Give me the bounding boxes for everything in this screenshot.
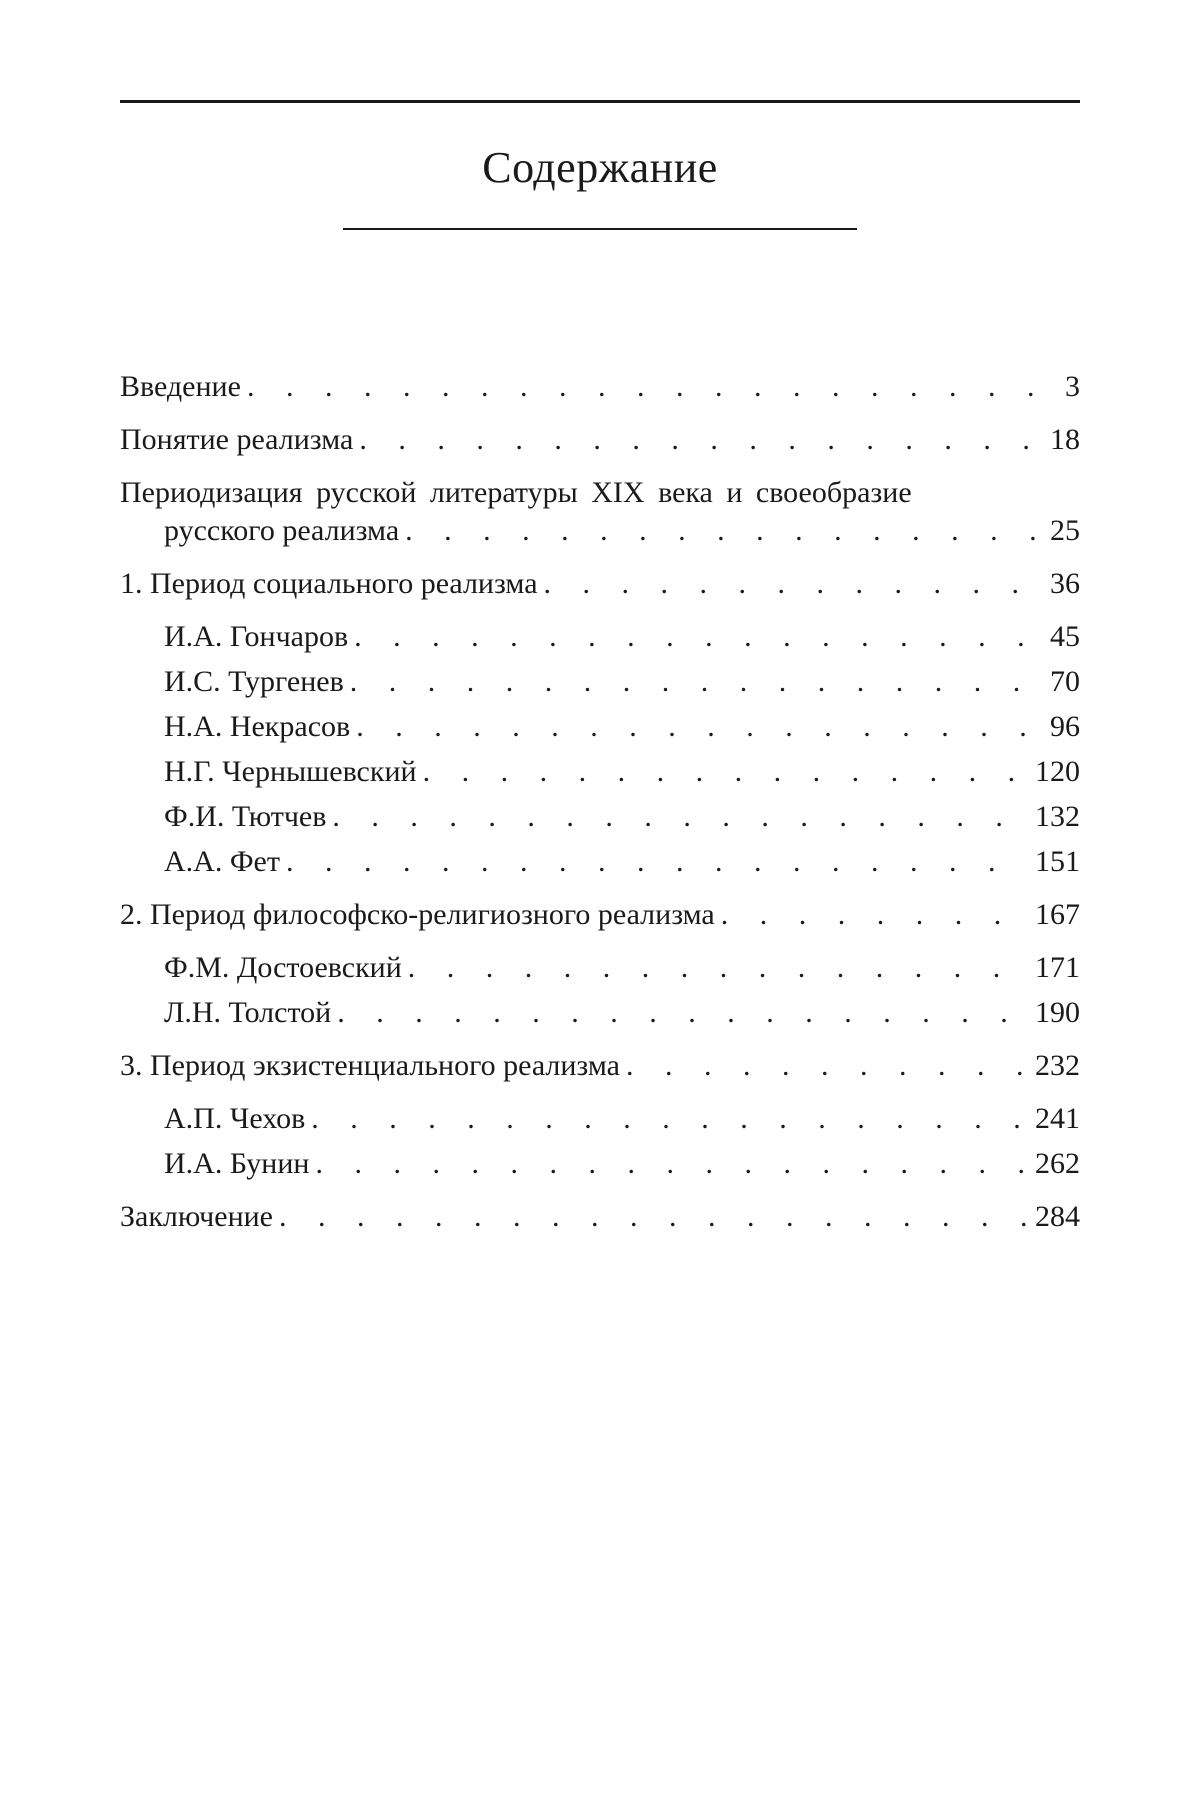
page-title: Содержание xyxy=(482,143,718,192)
toc-entry-label: А.П. Чехов xyxy=(120,1100,311,1138)
toc-entry-chekhov[interactable] xyxy=(120,1100,1080,1138)
top-rule xyxy=(120,100,1080,103)
toc-entry-page: 132 xyxy=(1035,800,1080,833)
toc-entry-page: 262 xyxy=(1035,1147,1080,1180)
toc-entry-chernyshevsky[interactable] xyxy=(120,753,1080,791)
toc-entry-label: Н.А. Некрасов xyxy=(120,708,356,746)
dot-leader xyxy=(626,1047,1029,1085)
toc-entry-label: Н.Г. Чернышевский xyxy=(120,753,423,791)
toc-entry-bunin[interactable] xyxy=(120,1145,1080,1183)
toc-entry-label: Понятие реализма xyxy=(120,421,359,459)
toc-entry-page: 18 xyxy=(1050,423,1080,456)
toc-entry-period3[interactable] xyxy=(120,1047,1080,1085)
table-of-contents xyxy=(120,368,1080,1251)
toc-entry-tolstoy[interactable] xyxy=(120,994,1080,1032)
toc-entry-label: 1. Период социального реализма xyxy=(120,565,544,603)
dot-leader xyxy=(247,368,1059,406)
dot-leader xyxy=(408,949,1029,987)
toc-entry-page: 151 xyxy=(1035,845,1080,878)
dot-leader xyxy=(354,618,1044,656)
toc-entry-page: 45 xyxy=(1050,620,1080,653)
toc-entry-dostoevsky[interactable] xyxy=(120,949,1080,987)
toc-entry-fet[interactable] xyxy=(120,843,1080,881)
toc-entry-continuation xyxy=(120,512,1080,550)
dot-leader xyxy=(279,1198,1029,1236)
toc-entry-label: Ф.И. Тютчев xyxy=(120,798,332,836)
toc-entry-label: Л.Н. Толстой xyxy=(120,994,337,1032)
dot-leader xyxy=(405,512,1044,550)
toc-entry-page: 70 xyxy=(1050,665,1080,698)
toc-entry-label: Введение xyxy=(120,368,247,406)
dot-leader xyxy=(286,843,1029,881)
toc-entry-nekrasov[interactable] xyxy=(120,708,1080,746)
toc-entry-page: 171 xyxy=(1035,951,1080,984)
toc-entry-page: 25 xyxy=(1050,514,1080,547)
toc-entry-page: 36 xyxy=(1050,567,1080,600)
toc-entry-page: 241 xyxy=(1035,1102,1080,1135)
toc-entry-label: Заключение xyxy=(120,1198,279,1236)
title-underline xyxy=(343,228,857,230)
dot-leader xyxy=(332,798,1029,836)
toc-entry-label: Ф.М. Достоевский xyxy=(120,949,408,987)
toc-entry-realism[interactable] xyxy=(120,421,1080,459)
toc-entry-label: И.А. Бунин xyxy=(120,1145,315,1183)
dot-leader xyxy=(350,663,1044,701)
toc-entry-conclusion[interactable] xyxy=(120,1198,1080,1236)
dot-leader xyxy=(423,753,1029,791)
toc-entry-period2[interactable] xyxy=(120,896,1080,934)
toc-entry-label-line2: русского реализма xyxy=(120,512,405,550)
toc-entry-page: 120 xyxy=(1035,755,1080,788)
toc-entry-label: 2. Период философско-религиозного реализма xyxy=(120,896,721,934)
dot-leader xyxy=(359,421,1044,459)
dot-leader xyxy=(337,994,1029,1032)
toc-entry-label-line1: Периодизация русской литературы XIX века и своеобразие xyxy=(120,476,912,509)
toc-entry-intro[interactable] xyxy=(120,368,1080,406)
dot-leader xyxy=(356,708,1044,746)
toc-entry-label: 3. Период экзистенциального реализма xyxy=(120,1047,626,1085)
toc-entry-period1[interactable] xyxy=(120,565,1080,603)
dot-leader xyxy=(311,1100,1029,1138)
toc-entry-page: 3 xyxy=(1065,370,1080,403)
toc-entry-periodization[interactable] xyxy=(120,474,1080,550)
toc-entry-tyutchev[interactable] xyxy=(120,798,1080,836)
dot-leader xyxy=(721,896,1029,934)
dot-leader xyxy=(544,565,1044,603)
dot-leader xyxy=(315,1145,1029,1183)
toc-entry-page: 167 xyxy=(1035,898,1080,931)
toc-entry-page: 232 xyxy=(1035,1049,1080,1082)
toc-entry-label: И.С. Тургенев xyxy=(120,663,350,701)
toc-entry-goncharov[interactable] xyxy=(120,618,1080,656)
toc-entry-page: 284 xyxy=(1035,1200,1080,1233)
toc-entry-page: 96 xyxy=(1050,710,1080,743)
toc-entry-turgenev[interactable] xyxy=(120,663,1080,701)
toc-entry-label: А.А. Фет xyxy=(120,843,286,881)
toc-entry-label: И.А. Гончаров xyxy=(120,618,354,656)
toc-entry-page: 190 xyxy=(1035,996,1080,1029)
